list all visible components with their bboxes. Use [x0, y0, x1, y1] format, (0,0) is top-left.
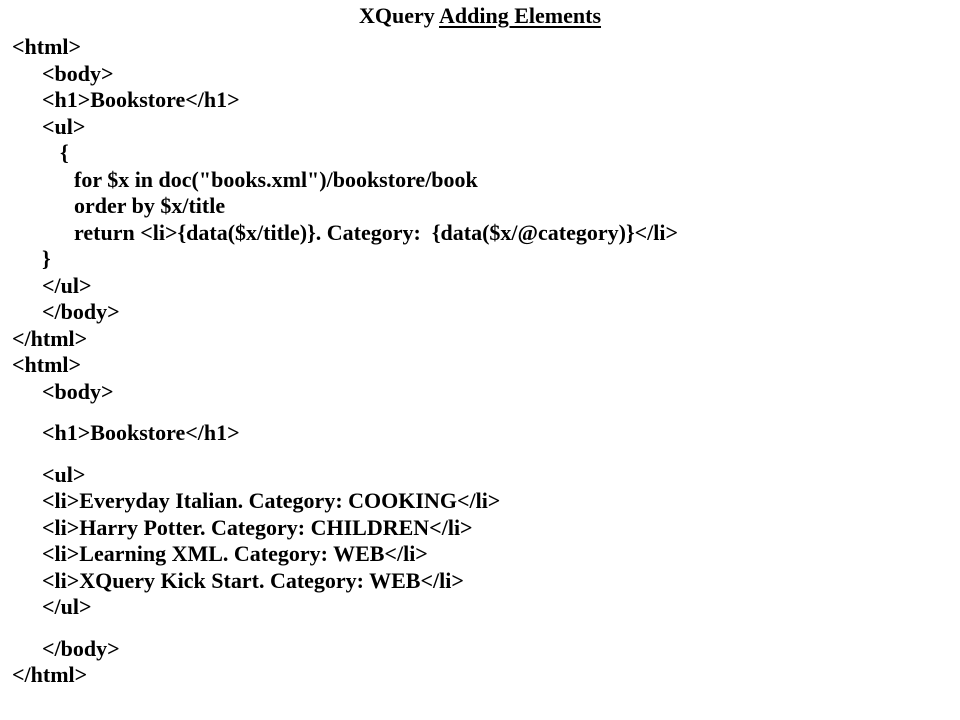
blank-line [12, 621, 952, 636]
result-line: <h1>Bookstore</h1> [42, 420, 240, 445]
code-block [12, 34, 952, 689]
result-line: <li>Everyday Italian. Category: COOKING</li> [42, 488, 501, 513]
query-line: <ul> [42, 113, 86, 139]
query-line: order by $x/title [74, 193, 226, 218]
query-line: <body> [42, 60, 114, 86]
result-line: <html> [12, 352, 82, 377]
result-line: <body> [42, 378, 114, 404]
query-line: for $x in doc("books.xml")/bookstore/book [74, 166, 478, 192]
query-line: </html> [12, 325, 88, 351]
blank-line [12, 405, 952, 420]
result-line: </ul> [42, 594, 92, 619]
result-line: <ul> [42, 461, 86, 487]
result-line: <li>Learning XML. Category: WEB</li> [42, 541, 428, 566]
query-line: <html> [12, 34, 82, 59]
slide-title-underlined: Adding Elements [439, 3, 602, 28]
query-line: } [42, 246, 51, 271]
result-line: </html> [12, 662, 88, 687]
query-line: </ul> [42, 272, 92, 298]
result-line: <li>XQuery Kick Start. Category: WEB</li> [42, 567, 464, 593]
slide-title [0, 2, 960, 30]
query-line: </body> [42, 299, 120, 324]
slide-title-prefix: XQuery [358, 3, 440, 28]
query-line: <h1>Bookstore</h1> [42, 87, 240, 112]
query-line: { [60, 140, 69, 165]
result-line: <li>Harry Potter. Category: CHILDREN</li> [42, 514, 473, 540]
query-line: return <li>{data($x/title)}. Category: {data($x/@category)}</li> [74, 219, 679, 245]
result-line: </body> [42, 635, 120, 661]
blank-line [12, 447, 952, 462]
